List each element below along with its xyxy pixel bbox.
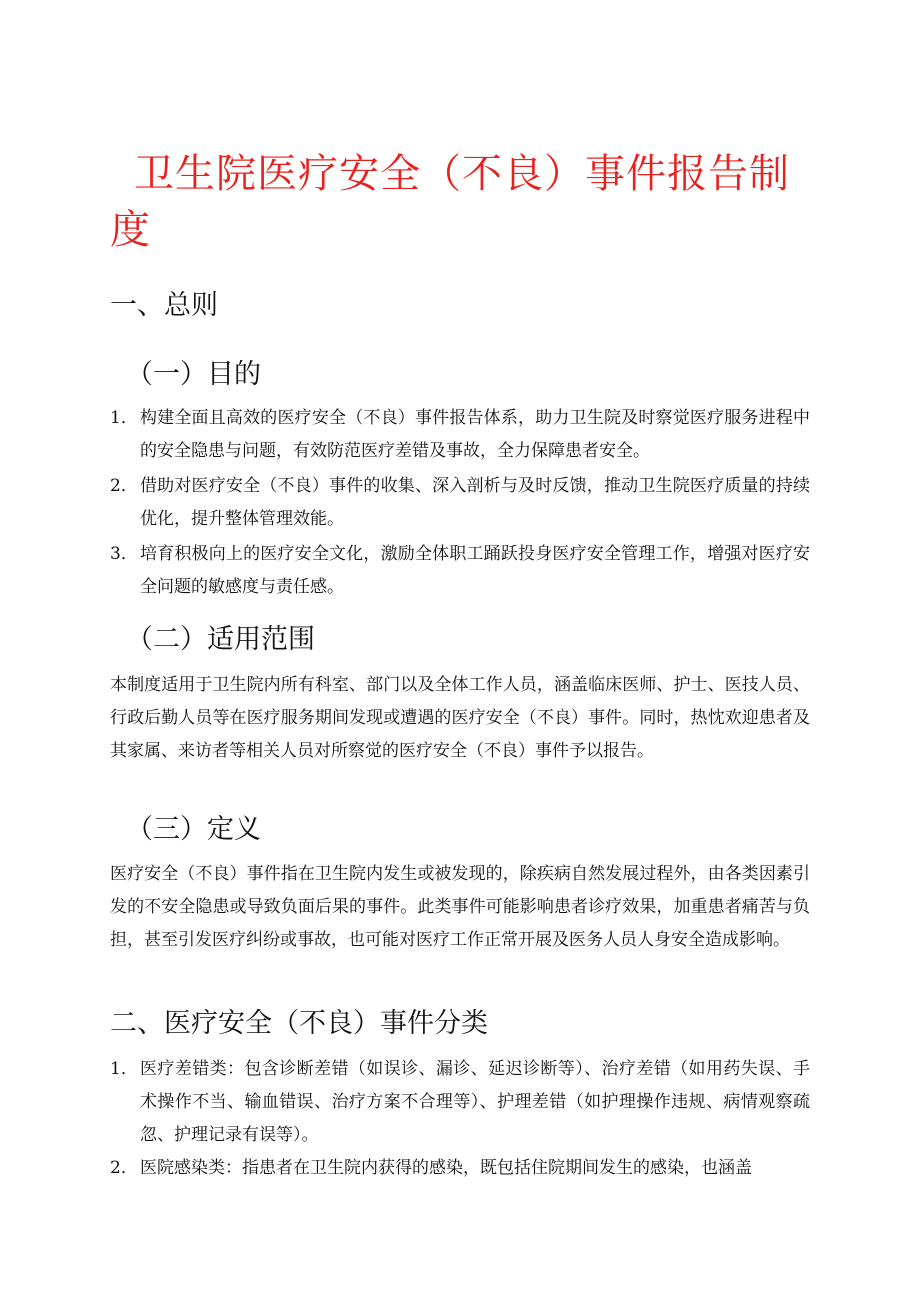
list-item-number: 2． [110, 1158, 138, 1178]
list-item [110, 470, 810, 536]
list-item-text: 构建全面且高效的医疗安全（不良）事件报告体系，助力卫生院及时察觉医疗服务进程中的安全隐患与问题，有效防范医疗差错及事故，全力保障患者安全。 [140, 408, 810, 461]
list-item [110, 402, 810, 468]
list-item-text: 医院感染类：指患者在卫生院内获得的感染，既包括住院期间发生的感染，也涵盖 [140, 1158, 752, 1178]
list-item-number: 2． [110, 476, 138, 496]
scope-paragraph: 本制度适用于卫生院内所有科室、部门以及全体工作人员，涵盖临床医师、护士、医技人员、行政后勤人员等在医疗服务期间发现或遭遇的医疗安全（不良）事件。同时，热忱欢迎患者及其家属、来访者等相关人员对所察觉的医疗安全（不良）事件予以报告。 [110, 675, 810, 761]
subsection-heading-scope: （二）适用范围 [126, 624, 315, 655]
list-item [110, 1053, 810, 1152]
list-item [110, 538, 810, 604]
definition-paragraph: 医疗安全（不良）事件指在卫生院内发生或被发现的，除疾病自然发展过程外，由各类因素引发的不安全隐患或导致负面后果的事件。此类事件可能影响患者诊疗效果，加重患者痛苦与负担，甚至引发医疗纠纷或事故，也可能对医疗工作正常开展及医务人员人身安全造成影响。 [110, 864, 810, 950]
list-item [110, 1152, 810, 1185]
section-heading-classification: 二、医疗安全（不良）事件分类 [110, 1008, 488, 1039]
list-item-number: 3． [110, 544, 138, 564]
list-item-text: 借助对医疗安全（不良）事件的收集、深入剖析与及时反馈，推动卫生院医疗质量的持续优化，提升整体管理效能。 [140, 476, 810, 529]
list-item-number: 1． [110, 408, 138, 428]
subsection-heading-definition: （三）定义 [126, 814, 261, 845]
list-item-text: 培育积极向上的医疗安全文化，激励全体职工踊跃投身医疗安全管理工作，增强对医疗安全问题的敏感度与责任感。 [140, 544, 810, 597]
subsection-heading-purpose: （一）目的 [126, 359, 261, 390]
list-item-number: 1． [110, 1059, 138, 1079]
list-item-text: 医疗差错类：包含诊断差错（如误诊、漏诊、延迟诊断等）、治疗差错（如用药失误、手术操作不当、输血错误、治疗方案不合理等）、护理差错（如护理操作违规、病情观察疏忽、护理记录有误等）。 [140, 1059, 810, 1145]
document-title: 卫生院医疗安全（不良）事件报告制度 [110, 151, 790, 253]
section-heading-general: 一、总则 [110, 290, 218, 321]
